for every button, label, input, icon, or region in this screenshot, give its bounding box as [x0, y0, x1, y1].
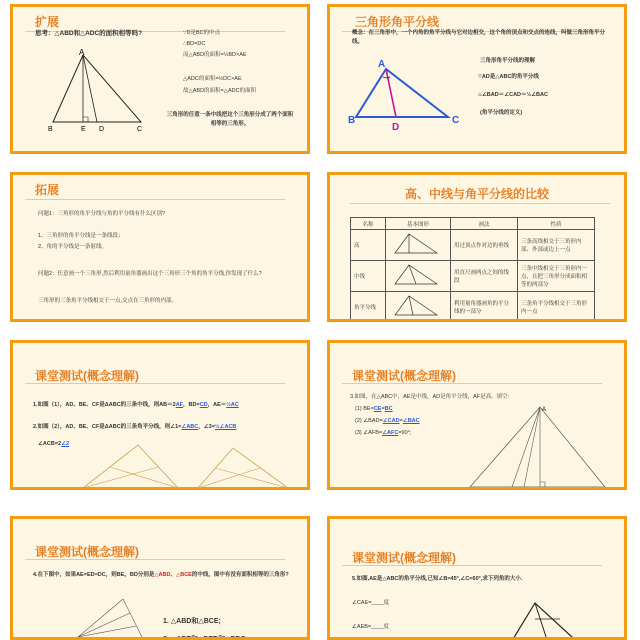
slide-quiz-1[interactable]	[10, 340, 310, 490]
slide-quiz-3[interactable]	[10, 516, 310, 640]
answer-aeb: ∠AEB=____度	[352, 624, 389, 630]
row-figure	[386, 230, 451, 261]
slide-title: 三角形角平分线	[355, 15, 440, 29]
proof-line-2: ∴BD=DC	[183, 41, 206, 47]
label-b: B	[348, 115, 356, 126]
proof-line-4: △ADC的面积=½DC×AE	[183, 76, 242, 82]
table-row	[351, 230, 595, 261]
row-name: 中线	[351, 261, 386, 292]
answer-1: 1. △ABD和△BCE;	[163, 618, 221, 625]
question-2: 问题2：任意画一个三角形,然后利用量角器画出这个三角形三个角的角平分线,你发现了什么?	[38, 271, 262, 277]
label-d: D	[99, 126, 105, 132]
label-f: F	[538, 489, 542, 493]
slide-quiz-4[interactable]	[327, 516, 627, 640]
row-method: 用过顶点作对边的垂线	[451, 230, 518, 261]
question-4: 4.在下图中，如果AE=ED=DC，则BE，BD分别是△ABD、△BCE的中线，图中有没有面积相等的三角形?	[33, 572, 289, 578]
line-1: ∵AD是△ABC的角平分线	[478, 74, 539, 80]
header-name: 名称	[351, 218, 386, 230]
row-figure	[386, 261, 451, 292]
title-divider	[350, 203, 610, 204]
row-method: 用直尺画两点之间的线段	[451, 261, 518, 292]
label-c: C	[464, 489, 469, 493]
conclusion-text: 三角形的任意一条中线把这个三角形分成了两个面积相等的三角形。	[166, 112, 294, 127]
label-a: A	[378, 59, 386, 70]
label-e: E	[508, 489, 513, 493]
quiz-figure	[73, 597, 153, 640]
slide-title: 课堂测试(概念理解)	[352, 551, 456, 565]
question-5: 5.如图,AE是△ABC的角平分线,已知∠B=45°,∠C=60°,求下列角的大小.	[352, 576, 523, 582]
title-divider	[342, 565, 602, 566]
row-property: 三条角平分线相交于三角形内一点	[518, 292, 595, 323]
question-intro: 3.如图，在△ABC中，AE是中线，AD是角平分线，AF是高。填空:	[350, 394, 510, 400]
line-3: (角平分线的定义)	[480, 110, 523, 116]
title-divider	[25, 559, 285, 560]
header-method: 画法	[451, 218, 518, 230]
table-row	[351, 261, 595, 292]
label-b: B	[48, 126, 53, 132]
label-b: B	[606, 489, 611, 493]
row-property: 三条中线相交于三角形内一点，且把三角形分成面积相等的两部分	[518, 261, 595, 292]
slide-title: 课堂测试(概念理解)	[35, 545, 139, 559]
table-row	[351, 292, 595, 323]
label-a: A	[542, 407, 547, 413]
label-e: E	[81, 126, 86, 132]
quiz-figure	[460, 403, 620, 493]
line-2: ∴∠BAD＝∠CAD＝½∠BAC	[478, 92, 548, 98]
fill-2: (2) ∠BAD=∠CAD=∠BAC	[355, 418, 420, 424]
proof-line-5: 故△ABD的面积=△ADC的面积	[183, 88, 257, 94]
row-figure	[386, 292, 451, 323]
question-text: 思考：△ABD和△ADC的面积相等吗?	[35, 30, 143, 37]
answer-2: 2. △ABE和△BED和△BDC	[163, 636, 246, 640]
question-1: 问题1：三角形的角平分线与角的平分线有什么区别?	[38, 211, 166, 217]
title-divider	[25, 383, 285, 384]
slide-expand-2[interactable]	[10, 172, 310, 322]
answer-3: 三角形的三条角平分线相交于一点,交点在三角形的内部。	[38, 298, 178, 304]
row-name: 角平分线	[351, 292, 386, 323]
quiz-figures	[73, 443, 303, 490]
concept-text: 概念：在三角形中，一个内角的角平分线与它对边相交，这个角的顶点和交点的连线，叫做三角形角平分线。	[352, 30, 606, 45]
slide-angle-bisector[interactable]	[327, 4, 627, 154]
header-property: 性质	[518, 218, 595, 230]
row-method: 利用量角器画角的平分线的一部分	[451, 292, 518, 323]
slide-title: 扩展	[35, 15, 60, 29]
fill-3: (3) ∠AFB=∠AFC=90°;	[355, 430, 412, 436]
row-name: 高	[351, 230, 386, 261]
quiz-figure	[505, 599, 605, 640]
label-d: D	[392, 122, 400, 133]
bisector-figure	[348, 57, 468, 137]
question-1: 1.如图（1），AD、BE、CF是ΔABC的三条中线，则AB＝2AF，BD=CD，AE＝½AC	[33, 402, 239, 408]
slide-quiz-2[interactable]	[327, 340, 627, 493]
comparison-table	[350, 217, 595, 322]
answer-cae: ∠CAE=____度	[352, 600, 390, 606]
slide-comparison[interactable]	[327, 172, 627, 322]
question-2-line-2: ∠ACB=2∠2	[38, 441, 70, 447]
slide-title: 课堂测试(概念理解)	[35, 369, 139, 383]
label-c: C	[137, 126, 143, 132]
header-figure: 基本图形	[386, 218, 451, 230]
slide-extension[interactable]	[10, 4, 310, 154]
slide-title: 课堂测试(概念理解)	[352, 369, 456, 383]
answer-2: 2、角的平分线是一条射线。	[38, 244, 108, 250]
answer-1: 1、三角形的角平分线是一条线段；	[38, 233, 124, 239]
row-property: 三条高线相交于三角形内部、外部或边上一点	[518, 230, 595, 261]
triangle-figure	[43, 47, 153, 132]
proof-line-3: 而△ABD的面积=½BD×AE	[183, 52, 247, 58]
understanding-heading: 三角形角平分线的理解	[480, 58, 536, 64]
slide-title: 拓展	[35, 183, 60, 197]
title-divider	[342, 383, 602, 384]
question-2: 2.如图（2），AD、BE、CF是ΔABC的三条角平分线，则∠1=∠ABC，∠3=½∠ACB	[33, 424, 237, 430]
label-c: C	[452, 115, 460, 126]
label-d: D	[521, 489, 526, 493]
proof-line-1: ∵D是BC的中点	[183, 30, 221, 36]
label-a: A	[79, 48, 85, 57]
fill-1: (1) BE=CE=BC	[355, 406, 393, 412]
slide-title: 高、中线与角平分线的比较	[404, 187, 549, 201]
title-divider	[25, 199, 285, 200]
